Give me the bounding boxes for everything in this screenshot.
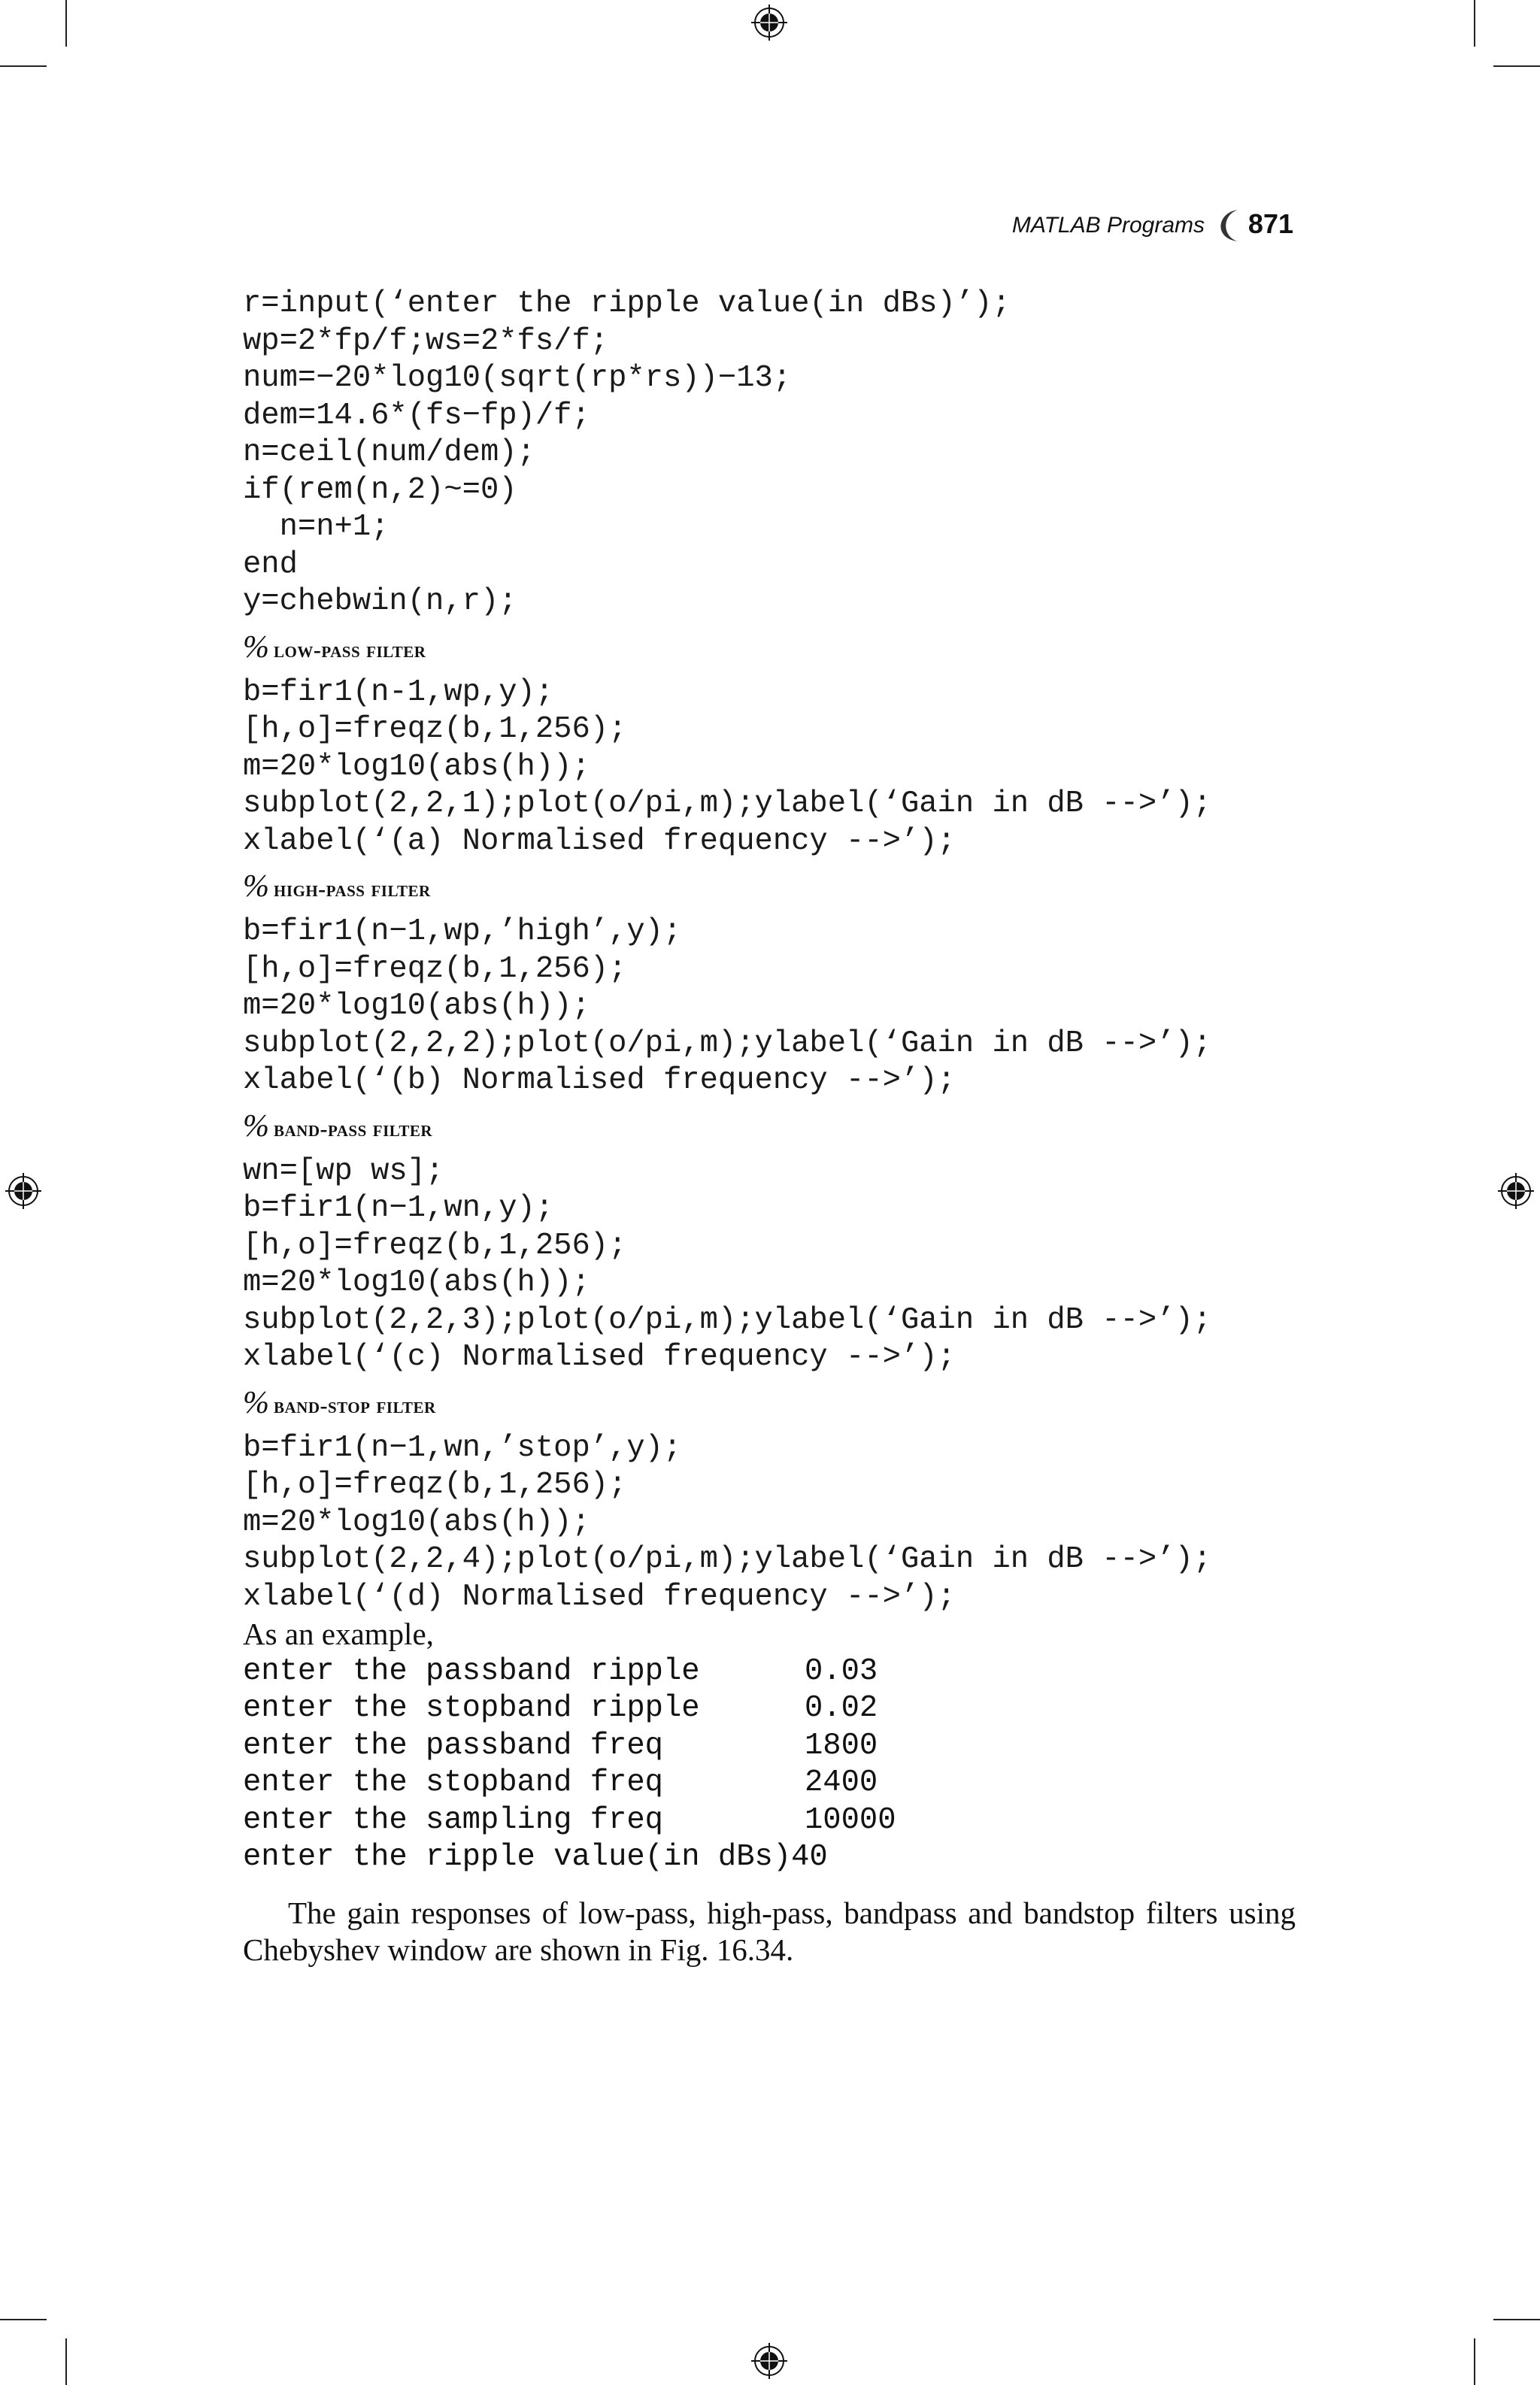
code-line: subplot(2,2,2);plot(o/pi,m);ylabel(‘Gain in dB -->’); [243, 1026, 1212, 1061]
crop-mark-top-right-horizontal [1493, 65, 1540, 67]
code-line: xlabel(‘(d) Normalised frequency -->’); [243, 1579, 956, 1614]
code-line: m=20*log10(abs(h)); [243, 1265, 590, 1300]
running-header [1008, 208, 1293, 246]
code-line: xlabel(‘(c) Normalised frequency -->’); [243, 1340, 956, 1374]
crop-mark-top-left-vertical [65, 0, 67, 47]
section-heading [243, 866, 1296, 908]
section-band-pass [243, 1106, 1296, 1377]
code-line: n=n+1; [243, 510, 390, 544]
crop-mark-bottom-left-horizontal [0, 2319, 47, 2320]
code-line: m=20*log10(abs(h)); [243, 1505, 590, 1540]
code-line: y=chebwin(n,r); [243, 584, 517, 619]
section-heading [243, 627, 1296, 668]
code-line: subplot(2,2,4);plot(o/pi,m);ylabel(‘Gain in dB -->’); [243, 1542, 1212, 1577]
section-high-pass [243, 866, 1296, 1100]
code-line: b=fir1(n−1,wn,’stop’,y); [243, 1430, 682, 1465]
code-line: subplot(2,2,3);plot(o/pi,m);ylabel(‘Gain in dB -->’); [243, 1302, 1212, 1338]
comment-symbol: % [243, 869, 269, 904]
page-number: 871 [1247, 208, 1293, 239]
section-band-stop [243, 1383, 1296, 1617]
input-prompt: enter the ripple value(in dBs) [243, 1840, 792, 1874]
code-line: m=20*log10(abs(h)); [243, 749, 590, 784]
code-line: end [243, 547, 298, 582]
example-input-row [243, 1802, 1296, 1840]
code-line: b=fir1(n−1,wp,’high’,y); [243, 914, 682, 949]
registration-mark-top-icon [751, 5, 787, 41]
example-intro: As an example, [243, 1617, 434, 1651]
page-number-arc-icon [1212, 208, 1242, 243]
code-line: num=−20*log10(sqrt(rp*rs))−13; [243, 361, 792, 395]
code-line: wp=2*fp/f;ws=2*fs/f; [243, 323, 609, 359]
code-line: r=input(‘enter the ripple value(in dBs)’); [243, 286, 1011, 321]
input-value: 0.03 [805, 1653, 878, 1689]
section-title: low-pass filter [274, 637, 426, 662]
crop-mark-top-right-vertical [1474, 0, 1475, 47]
section-title: band-pass filter [274, 1116, 433, 1141]
code-line: if(rem(n,2)~=0) [243, 472, 517, 508]
section-low-pass [243, 627, 1296, 861]
code-line: subplot(2,2,1);plot(o/pi,m);ylabel(‘Gain in dB -->’); [243, 786, 1212, 821]
input-value: 1800 [805, 1728, 878, 1763]
section-heading [243, 1106, 1296, 1147]
code-line: b=fir1(n-1,wp,y); [243, 674, 554, 710]
code-line: b=fir1(n−1,wn,y); [243, 1191, 554, 1226]
comment-symbol: % [243, 1108, 269, 1144]
input-prompt: enter the stopband freq [243, 1765, 663, 1800]
code-line: [h,o]=freqz(b,1,256); [243, 1468, 627, 1502]
code-line: [h,o]=freqz(b,1,256); [243, 1228, 627, 1263]
example-input-row [243, 1765, 1296, 1802]
code-line: [h,o]=freqz(b,1,256); [243, 712, 627, 747]
section-title: high-pass filter [274, 877, 431, 902]
example-input-row [243, 1653, 1296, 1691]
code-line: wn=[wp ws]; [243, 1153, 444, 1189]
comment-symbol: % [243, 1385, 269, 1420]
input-value: 2400 [805, 1765, 878, 1800]
comment-symbol: % [243, 629, 269, 665]
crop-mark-bottom-right-horizontal [1493, 2319, 1540, 2320]
example-input-row [243, 1690, 1296, 1728]
input-prompt: enter the passband ripple [243, 1653, 700, 1689]
crop-mark-bottom-left-vertical [65, 2338, 67, 2385]
crop-mark-bottom-right-vertical [1474, 2338, 1475, 2385]
input-value: 0.02 [805, 1691, 878, 1726]
code-line: xlabel(‘(a) Normalised frequency -->’); [243, 823, 956, 859]
page-body [243, 286, 1296, 1999]
code-line: n=ceil(num/dem); [243, 435, 535, 470]
running-header-title: MATLAB Programs [1011, 213, 1205, 238]
code-block-setup [243, 286, 1296, 621]
input-prompt: enter the sampling freq [243, 1802, 663, 1838]
code-line: xlabel(‘(b) Normalised frequency -->’); [243, 1063, 956, 1098]
section-heading [243, 1383, 1296, 1424]
example-input-row [243, 1839, 1296, 1877]
registration-mark-bottom-icon [751, 2343, 787, 2379]
registration-mark-right-icon [1498, 1173, 1534, 1209]
example-input-row [243, 1728, 1296, 1765]
example-block [243, 1616, 1296, 1877]
input-prompt: enter the passband freq [243, 1728, 663, 1763]
input-value: 10000 [805, 1802, 896, 1838]
input-value: 40 [791, 1840, 828, 1874]
input-prompt: enter the stopband ripple [243, 1691, 700, 1726]
code-line: m=20*log10(abs(h)); [243, 989, 590, 1023]
crop-mark-top-left-horizontal [0, 65, 47, 67]
code-line: [h,o]=freqz(b,1,256); [243, 951, 627, 986]
code-line: dem=14.6*(fs−fp)/f; [243, 398, 590, 433]
closing-paragraph: The gain responses of low-pass, high-pass, bandpass and bandstop filters using Chebyshev window are shown in Fig. 16.34. [243, 1895, 1296, 1967]
section-title: band-stop filter [274, 1393, 436, 1418]
registration-mark-left-icon [5, 1173, 41, 1209]
